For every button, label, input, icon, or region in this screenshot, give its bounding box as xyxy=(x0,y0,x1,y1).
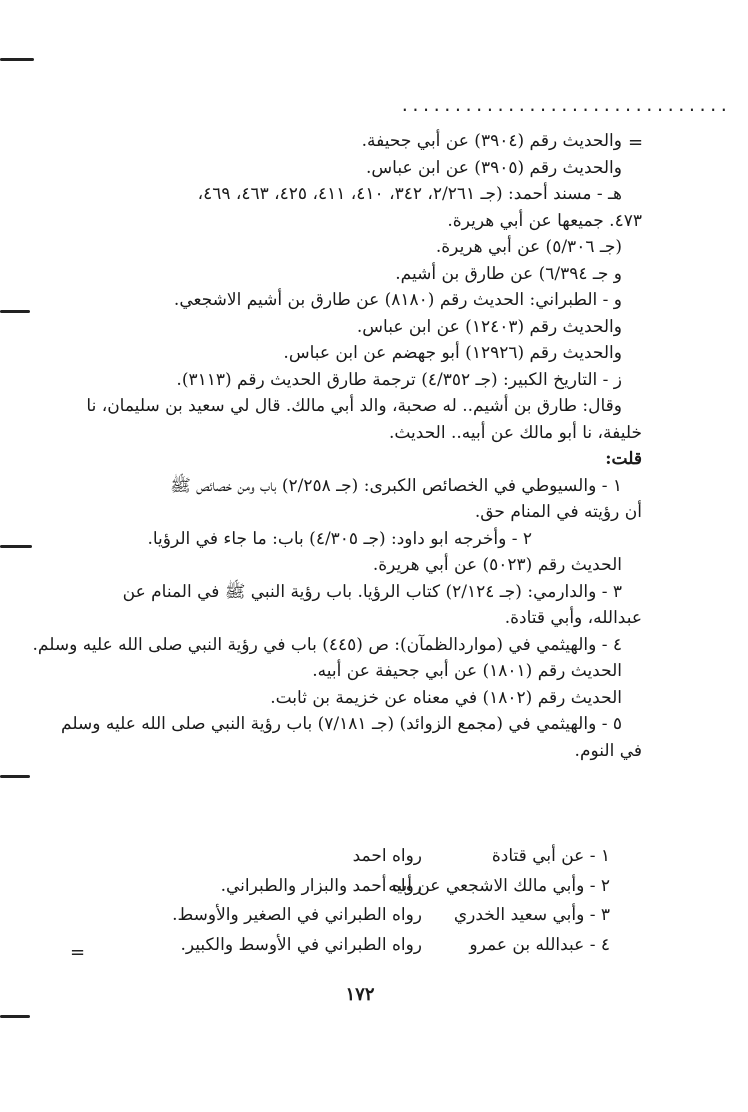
scan-edge-mark xyxy=(0,58,34,61)
source-cell: رواه الطبراني في الصغير والأوسط. xyxy=(172,905,422,925)
table-row xyxy=(120,901,610,931)
text-line: الحديث رقم (١٨٠٢) في معناه عن خزيمة بن ثابت. xyxy=(270,687,622,708)
scan-edge-mark xyxy=(0,310,30,313)
narrator-cell: ٢ - وأبي مالك الاشجعي عن أبيه xyxy=(388,875,610,896)
text-line: في النوم. xyxy=(574,740,642,761)
source-cell: رواه احمد xyxy=(352,846,422,866)
page-number: ١٧٢ xyxy=(345,984,375,1005)
narrator-cell: ١ - عن أبي قتادة xyxy=(491,846,610,866)
text-line: ٣ - والدارمي: (جـ ٢/١٢٤) كتاب الرؤيا. باب رؤية النبي ﷺ في المنام عن xyxy=(122,581,622,602)
text-line: والحديث رقم (٣٩٠٤) عن أبي جحيفة. xyxy=(361,131,622,151)
narrator-cell: ٣ - وأبي سعيد الخدري xyxy=(453,905,610,925)
text-line: والحديث رقم (١٢٤٠٣) عن ابن عباس. xyxy=(356,316,622,337)
text-line: ١ - والسيوطي في الخصائص الكبرى: (جـ ٢/٢٥٨) باب ومن خصائص ﷺ xyxy=(170,475,622,496)
text-line: (جـ ٥/٣٠٦) عن أبي هريرة. xyxy=(435,237,622,257)
text-line: ٤ - والهيثمي في (مواردالظمآن): ص (٤٤٥) باب في رؤية النبي صلى الله عليه وسلم. xyxy=(32,634,622,655)
scan-edge-mark xyxy=(0,1015,30,1018)
text-line: عبدالله، وأبي قتادة. xyxy=(504,608,642,628)
text-line: أن رؤيته في المنام حق. xyxy=(474,502,642,522)
text-line: هـ - مسند أحمد: (جـ ٢/٢٦١، ٣٤٢، ٤١٠، ٤١١، ٤٢٥، ٤٦٣، ٤٦٩، xyxy=(197,184,622,204)
scan-edge-mark xyxy=(0,545,32,548)
source-cell: رواه الطبراني في الأوسط والكبير. xyxy=(180,934,422,955)
footnote-text xyxy=(32,128,642,764)
text-line: وقال: طارق بن أشيم.. له صحبة، والد أبي مالك. قال لي سعيد بن سليمان، نا xyxy=(86,396,622,416)
text-line: ز - التاريخ الكبير: (جـ ٤/٣٥٢) ترجمة طارق الحديث رقم (٣١١٣). xyxy=(176,369,622,390)
text-line: و جـ ٦/٣٩٤) عن طارق بن أشيم. xyxy=(395,263,622,284)
text-line: الحديث رقم (٥٠٢٣) عن أبي هريرة. xyxy=(372,555,622,575)
text-line: و - الطبراني: الحديث رقم (٨١٨٠) عن طارق بن أشيم الاشجعي. xyxy=(173,290,622,310)
narrator-cell: ٤ - عبدالله بن عمرو xyxy=(469,934,610,955)
text-line: ٤٧٣. جميعها عن أبي هريرة. xyxy=(447,210,642,231)
text-line: خليفة، نا أبو مالك عن أبيه.. الحديث. xyxy=(388,422,642,443)
table-row xyxy=(120,842,610,872)
scan-edge-mark xyxy=(0,775,30,778)
text-line: ٥ - والهيثمي في (مجمع الزوائد) (جـ ٧/١٨١) باب رؤية النبي صلى الله عليه وسلم xyxy=(61,714,622,734)
text-line: والحديث رقم (٣٩٠٥) عن ابن عباس. xyxy=(366,157,622,178)
section-heading: قلت: xyxy=(605,449,642,469)
continuation-mark: = xyxy=(628,132,644,153)
continuation-mark: = xyxy=(70,942,86,963)
text-line: الحديث رقم (١٨٠١) عن أبي جحيفة عن أبيه. xyxy=(312,661,622,681)
text-line: ٢ - وأخرجه ابو داود: (جـ ٤/٣٠٥) باب: ما جاء في الرؤيا. xyxy=(147,528,532,549)
narrators-table xyxy=(120,842,610,960)
footnote-separator: ............................... xyxy=(400,96,730,115)
table-row xyxy=(120,931,610,961)
table-row xyxy=(120,872,610,902)
source-cell: رواه أحمد والبزار والطبراني. xyxy=(220,875,422,896)
text-line: والحديث رقم (١٢٩٢٦) أبو جهضم عن ابن عباس. xyxy=(283,343,622,363)
